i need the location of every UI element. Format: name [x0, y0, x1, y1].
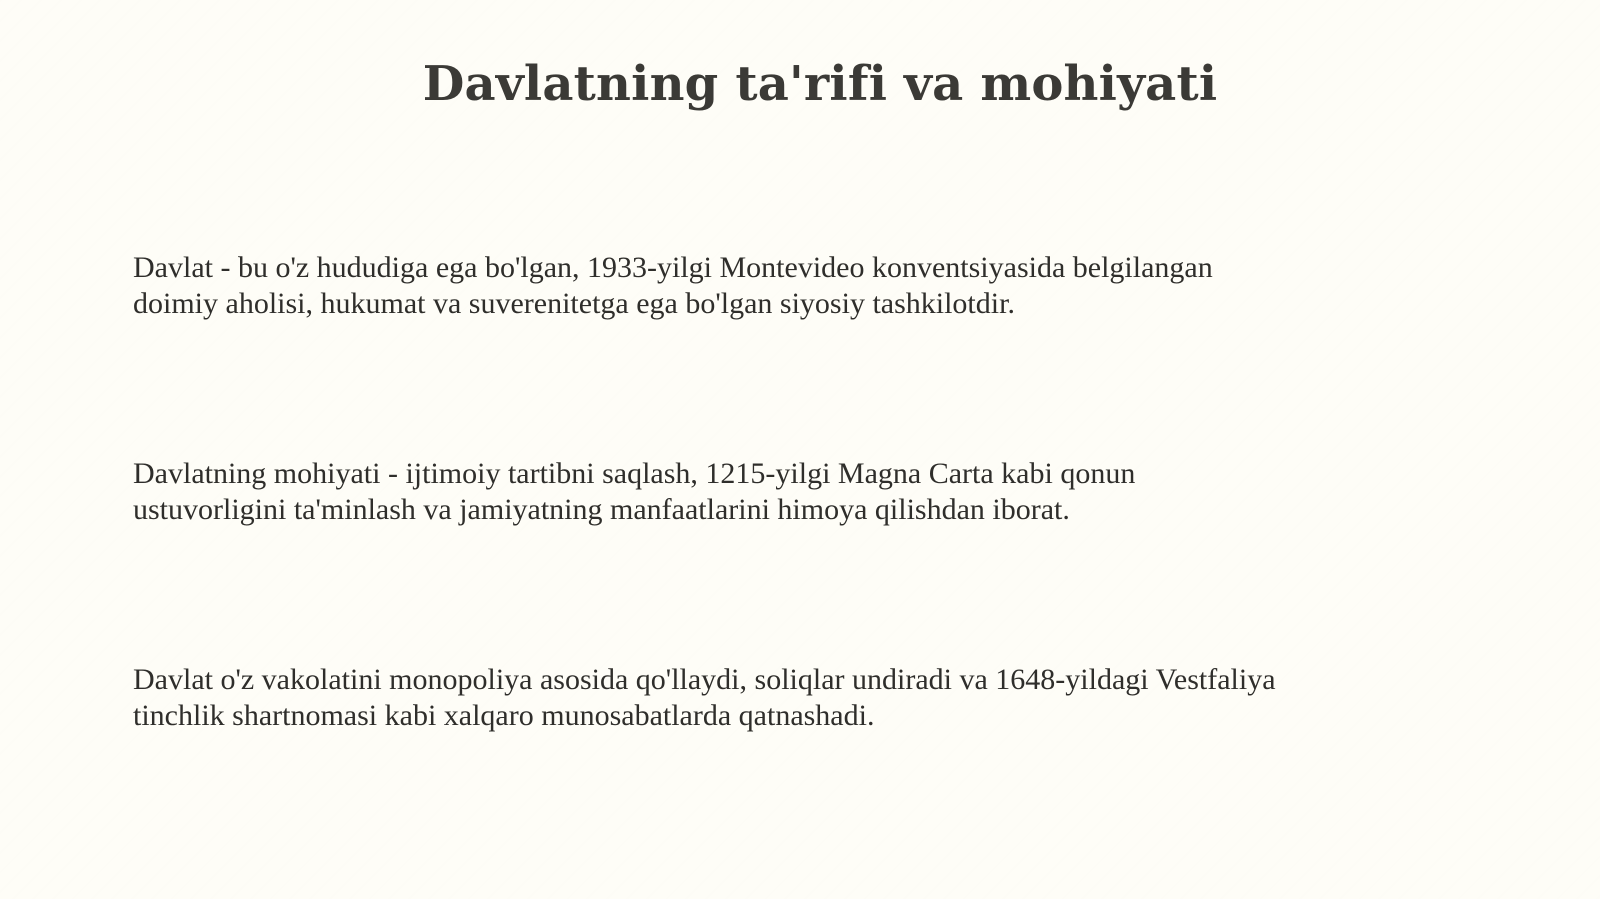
paragraph-line: Davlat - bu o'z hududiga ega bo'lgan, 1933-yilgi Montevideo konventsiyasida belgilangan — [133, 251, 1213, 284]
slide-title: Davlatning ta'rifi va mohiyati — [422, 56, 1218, 112]
paragraph-authority — [133, 662, 1513, 734]
paragraph-line: Davlat o'z vakolatini monopoliya asosida qo'llaydi, soliqlar undiradi va 1648-yildagi Vestfaliya — [133, 663, 1276, 696]
paragraph-essence — [133, 456, 1513, 528]
paragraph-line: tinchlik shartnomasi kabi xalqaro munosabatlarda qatnashadi. — [133, 699, 875, 732]
paragraph-definition — [133, 250, 1513, 322]
paragraph-line: doimiy aholisi, hukumat va suverenitetga ega bo'lgan siyosiy tashkilotdir. — [133, 287, 1015, 320]
paragraph-line: ustuvorligini ta'minlash va jamiyatning manfaatlarini himoya qilishdan iborat. — [133, 493, 1070, 526]
paragraph-line: Davlatning mohiyati - ijtimoiy tartibni saqlash, 1215-yilgi Magna Carta kabi qonun — [133, 457, 1136, 490]
